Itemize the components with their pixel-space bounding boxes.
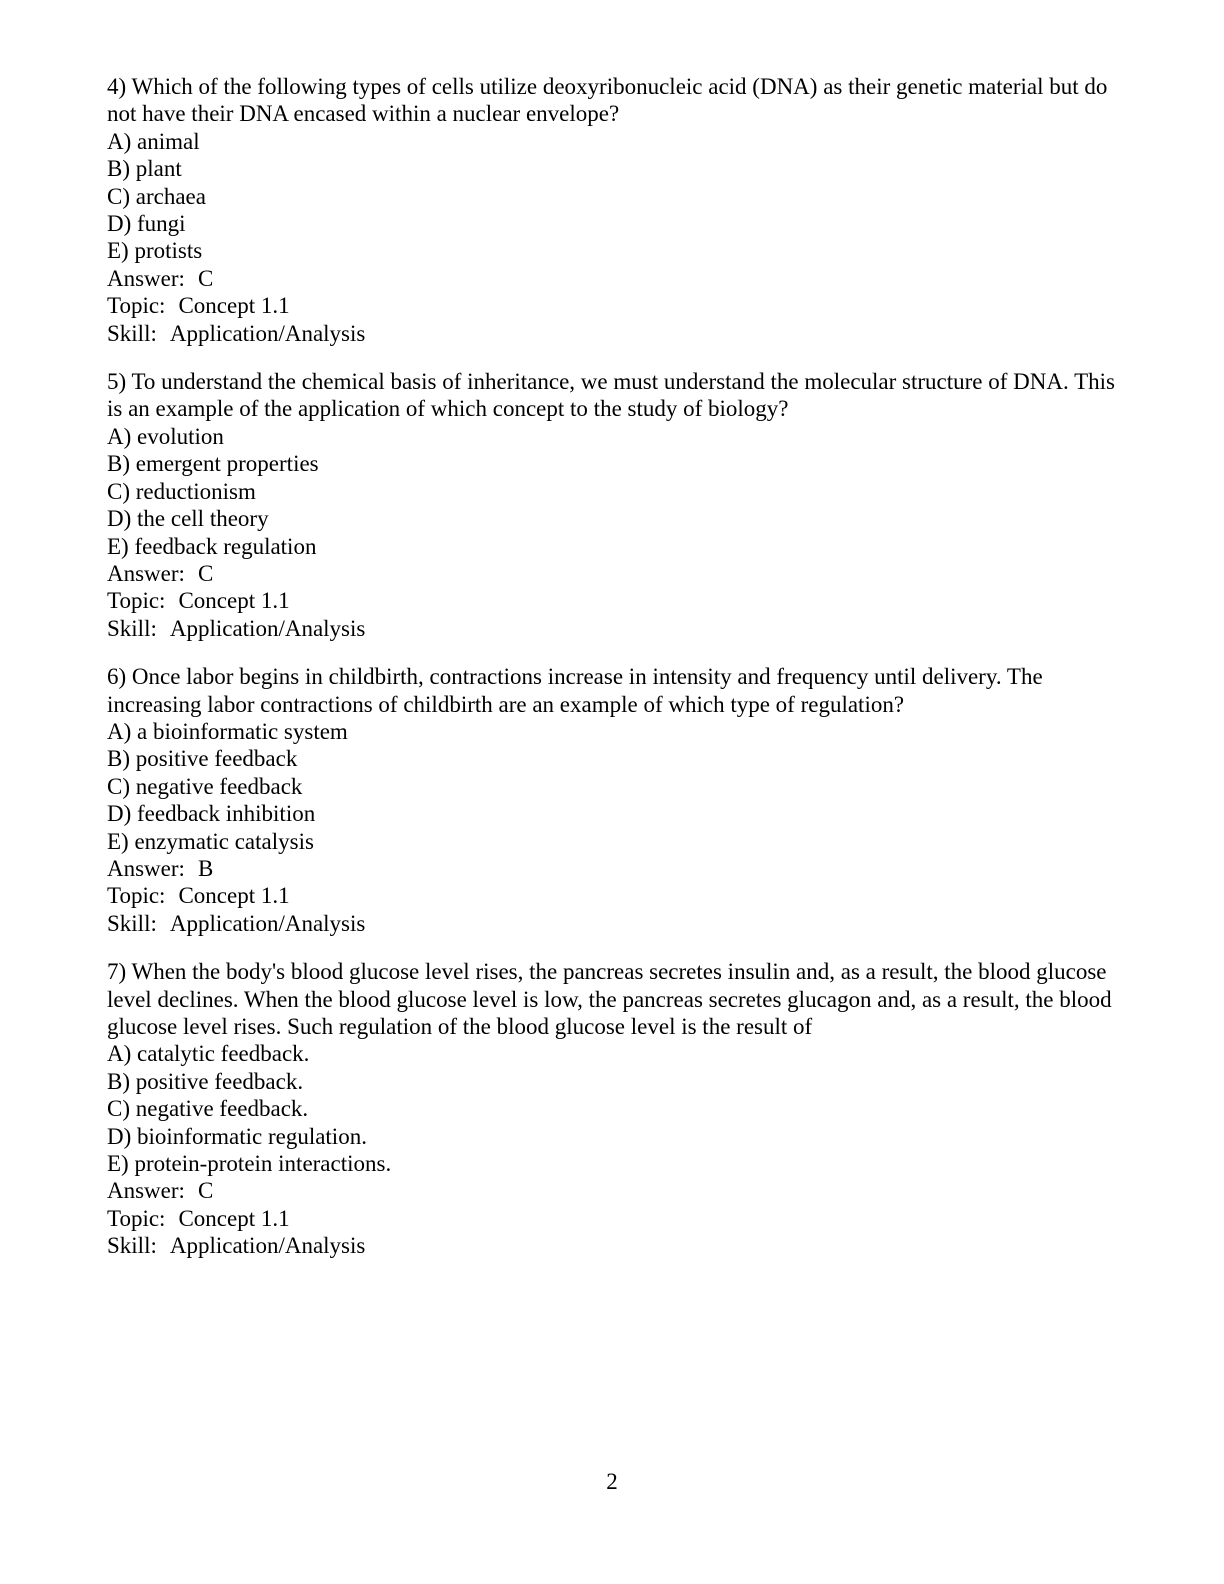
option-e: E) protists	[107, 238, 203, 264]
answer-line	[107, 855, 1117, 882]
option-e: E) feedback regulation	[107, 533, 317, 559]
answer-value: C	[197, 1178, 214, 1204]
option-a: A) catalytic feedback.	[107, 1041, 310, 1067]
topic-value: Concept 1.1	[178, 1205, 290, 1231]
topic-value: Concept 1.1	[178, 883, 290, 909]
answer-label: Answer:	[107, 560, 185, 586]
topic-label: Topic:	[107, 883, 166, 909]
skill-line	[107, 615, 1117, 642]
option-d: D) the cell theory	[107, 506, 269, 532]
option-c: C) negative feedback.	[107, 1096, 309, 1122]
answer-line	[107, 1177, 1117, 1204]
option-b: B) positive feedback	[107, 746, 298, 772]
skill-label: Skill:	[107, 320, 157, 346]
topic-line	[107, 292, 1117, 319]
option-d: D) feedback inhibition	[107, 801, 316, 827]
question-stem: 6) Once labor begins in childbirth, contractions increase in intensity and frequency until delivery. The increasing labor contractions of childbirth are an example of which type of regulation?	[107, 664, 1043, 717]
answer-label: Answer:	[107, 265, 185, 291]
option-a: A) a bioinformatic system	[107, 718, 348, 744]
skill-value: Application/Analysis	[169, 615, 366, 641]
skill-line	[107, 1232, 1117, 1259]
option-e: E) enzymatic catalysis	[107, 828, 314, 854]
option-b: B) positive feedback.	[107, 1068, 304, 1094]
answer-value: C	[197, 265, 214, 291]
skill-label: Skill:	[107, 1233, 157, 1259]
answer-value: B	[197, 855, 214, 881]
option-a: A) evolution	[107, 423, 224, 449]
answer-value: C	[197, 560, 214, 586]
option-b: B) plant	[107, 156, 182, 182]
topic-label: Topic:	[107, 293, 166, 319]
answer-label: Answer:	[107, 1178, 185, 1204]
topic-value: Concept 1.1	[178, 293, 290, 319]
question-stem: 7) When the body's blood glucose level rises, the pancreas secretes insulin and, as a result, the blood glucose level declines. When the blood glucose level is low, the pancreas secretes glucagon and, as a result, the blood glucose level rises. Such regulation of the blood glucose level is the result of	[107, 959, 1112, 1039]
option-a: A) animal	[107, 128, 200, 154]
skill-value: Application/Analysis	[169, 1233, 366, 1259]
option-c: C) archaea	[107, 183, 206, 209]
skill-label: Skill:	[107, 910, 157, 936]
question-7	[107, 958, 1117, 1259]
question-stem: 5) To understand the chemical basis of inheritance, we must understand the molecular structure of DNA. This is an example of the application of which concept to the study of biology?	[107, 369, 1115, 422]
option-c: C) reductionism	[107, 478, 256, 504]
question-6	[107, 663, 1117, 937]
option-c: C) negative feedback	[107, 773, 303, 799]
topic-value: Concept 1.1	[178, 588, 290, 614]
page-number: 2	[606, 1469, 618, 1494]
skill-label: Skill:	[107, 615, 157, 641]
skill-value: Application/Analysis	[169, 320, 366, 346]
option-d: D) fungi	[107, 211, 186, 237]
topic-label: Topic:	[107, 1205, 166, 1231]
question-stem: 4) Which of the following types of cells utilize deoxyribonucleic acid (DNA) as their genetic material but do not have their DNA encased within a nuclear envelope?	[107, 74, 1108, 127]
skill-line	[107, 910, 1117, 937]
topic-label: Topic:	[107, 588, 166, 614]
answer-line	[107, 265, 1117, 292]
skill-line	[107, 320, 1117, 347]
topic-line	[107, 587, 1117, 614]
question-5	[107, 368, 1117, 642]
skill-value: Application/Analysis	[169, 910, 366, 936]
option-b: B) emergent properties	[107, 451, 319, 477]
topic-line	[107, 1205, 1117, 1232]
option-e: E) protein-protein interactions.	[107, 1151, 392, 1177]
answer-line	[107, 560, 1117, 587]
option-d: D) bioinformatic regulation.	[107, 1123, 367, 1149]
answer-label: Answer:	[107, 855, 185, 881]
topic-line	[107, 882, 1117, 909]
question-4	[107, 73, 1117, 347]
